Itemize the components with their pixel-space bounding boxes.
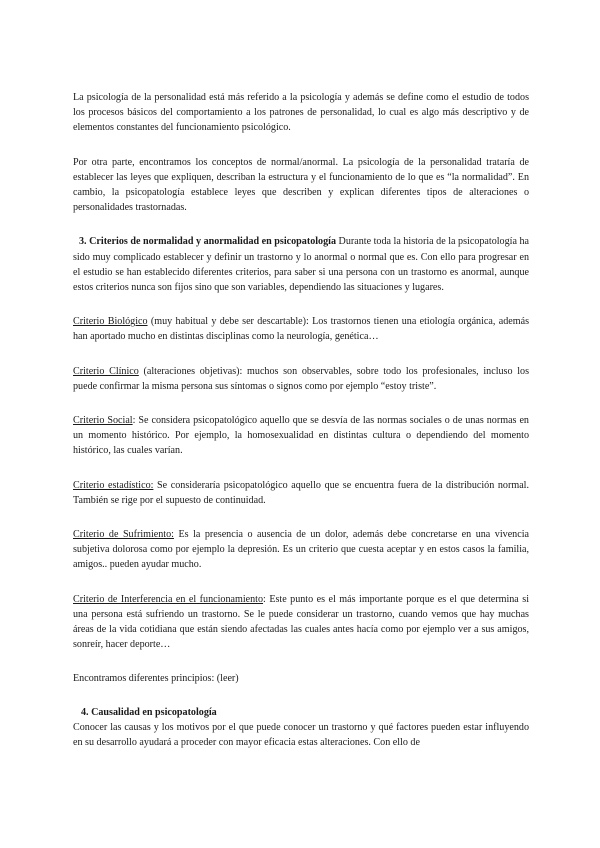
criterion-statistical	[73, 478, 529, 508]
criterion-interference	[73, 592, 529, 653]
document-page	[73, 90, 529, 750]
criterion-name: Criterio Clínico	[73, 365, 139, 377]
criterion-text: (alteraciones objetivas): muchos son observables, sobre todo los profesionales, incluso los puede confirmar la misma persona sus síntomas o signos como por ejemplo “estoy triste”.	[73, 365, 529, 392]
criterion-social	[73, 413, 529, 459]
criterion-clinical	[73, 364, 529, 394]
section-4-title: 4. Causalidad en psicopatología	[81, 706, 217, 718]
criterion-suffering	[73, 527, 529, 573]
criterion-text: Se consideraría psicopatológico aquello que se encuentra fuera de la distribución normal. También se rige por el supuesto de continuidad.	[73, 479, 529, 506]
section-3-number: 3.	[79, 236, 87, 248]
section-3-body: Durante toda la historia de la psicopatología ha sido muy complicado establecer y definir un trastorno y lo anormal o normal que es. Con ello para progresar en el estudio se han establecido diferentes criterios, para saber si una persona con un trastorno es anormal, aunque estos criterios nunca son fijos sino que son variables, dependiendo las situaciones y lugares.	[73, 236, 529, 294]
criterion-name: Criterio Social	[73, 415, 133, 427]
section-4-body: Conocer las causas y los motivos por el que puede conocer un trastorno y qué factores pueden estar influyendo en su desarrollo ayudará a proceder con mayor eficacia estas alteraciones. Con ello de	[73, 721, 529, 749]
intro-paragraph: La psicología de la personalidad está más referido a la psicología y además se define como el estudio de todos los procesos básicos del comportamiento a los patrones de personalidad, lo cual es algo más descriptivo y de elementos constantes del funcionamiento psicológico.	[73, 92, 529, 134]
criterion-text: : Se considera psicopatológico aquello que se desvía de las normas sociales o de unas normas en un momento histórico. Por ejemplo, la homosexualidad en distintas cultura o dependiendo del momento histórico, las cuales varían.	[73, 415, 529, 457]
criterion-name: Criterio de Sufrimiento:	[73, 529, 174, 541]
section-3-paragraph	[73, 234, 529, 295]
normal-abnormal-paragraph: Por otra parte, encontramos los conceptos de normal/anormal. La psicología de la personalidad trataría de establecer las leyes que expliquen, describan la estructura y el funcionamiento de lo que es “la normalidad”. En cambio, la psicopatología establece leyes que describen y explican diferentes tipos de alteraciones o personalidades trastornadas.	[73, 156, 529, 214]
principles-line: Encontramos diferentes principios: (leer)	[73, 673, 239, 685]
criterion-text: Es la presencia o ausencia de un dolor, además debe concretarse en una vivencia subjetiva dolorosa como por ejemplo la depresión. Es un criterio que cuesta aceptar y en estos casos la familia, amigos.. pueden ayudar mucho.	[73, 529, 529, 571]
criterion-name: Criterio estadístico:	[73, 479, 154, 491]
criterion-name: Criterio Biológico	[73, 316, 148, 328]
criterion-text: : Este punto es el más importante porque es el que determina si una persona está sufriendo un trastorno. Se le puede considerar un trastorno, cuando vemos que hay muchas áreas de la vida cotidiana que están siendo afectadas las cuales antes hacía como por ejemplo ver a sus amigos, sonreír, hacer deporte…	[73, 593, 529, 651]
section-3-title: Criterios de normalidad y anormalidad en psicopatología	[89, 236, 336, 248]
criterion-text: (muy habitual y debe ser descartable): Los trastornos tienen una etiología orgánica, además han aportado mucho en distintas disciplinas como la neurología, genética…	[73, 316, 529, 343]
criterion-biological	[73, 314, 529, 344]
criterion-name: Criterio de Interferencia en el funcionamiento	[73, 593, 264, 605]
